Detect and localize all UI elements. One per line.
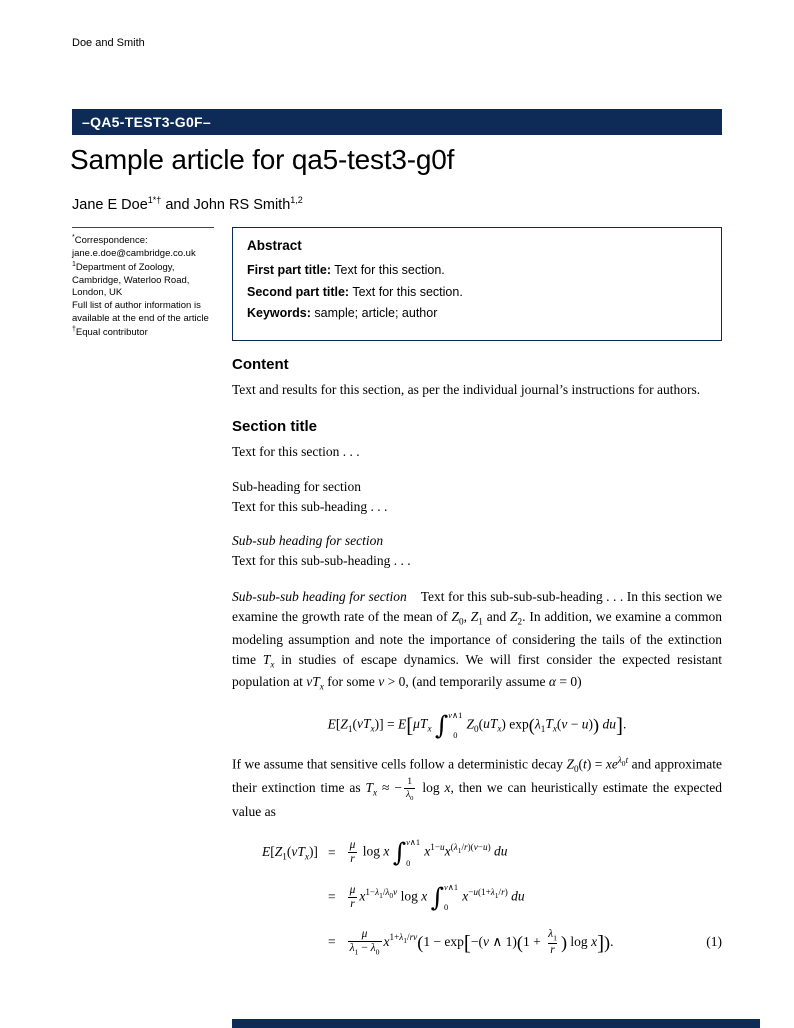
abstract-box [232, 227, 722, 341]
affiliation-line: Cambridge, Waterloo Road, [72, 274, 190, 286]
abstract-item-label: Second part title: [247, 284, 350, 299]
abstract-heading: Abstract [247, 238, 302, 253]
abstract-item-label: Keywords: [247, 306, 311, 320]
paragraph-subsubsub [232, 587, 722, 695]
author-notes [72, 227, 222, 340]
equation-relation: = [327, 889, 336, 905]
running-head: Doe and Smith [72, 37, 145, 49]
affiliation-line: $^1$Department of Zoology, [72, 261, 175, 274]
equation-rhs-line-1: $\frac{\mu}{r}$ log x ∫ v∧1 0 $x^{1-u}x^{(\lambda_1/r)(v-u)}$ du [349, 838, 508, 869]
equation-rhs-line-2: $\frac{\mu}{r}$ $x^{1-\lambda_1/\lambda_0v}$ log x ∫ v∧1 0 $x^{-u(1+\lambda_1/r)}$ du [349, 883, 525, 913]
correspondence-label: *Correspondence: [72, 234, 148, 247]
equation-relation: = [327, 844, 336, 860]
equation-align-block [262, 838, 722, 957]
section-heading-content: Content [232, 356, 289, 373]
equal-contributor-note: †Equal contributor [72, 326, 148, 339]
abstract-item-first-part [247, 263, 707, 277]
section-heading-title: Section title [232, 418, 318, 436]
article-body [232, 356, 722, 957]
abstract-item-keywords [247, 306, 707, 320]
equation-number: (1) [706, 934, 722, 950]
paragraph-subsection: Text for this sub-heading . . . [232, 498, 388, 514]
equation-relation: = [327, 934, 336, 950]
banner-label: –QA5-TEST3-G0F– [82, 114, 211, 130]
equation-display: $E[Z_1(vT_x)] = E[\mu T_x$ ∫ v∧1 0 $Z_0(uT_x) \exp(\lambda_1T_x(v - u))$ du]. [327, 710, 627, 741]
subsubsub-run-in-heading: Sub-sub-sub heading for section [232, 589, 407, 604]
affiliation-line: London, UK [72, 287, 123, 299]
subsubsection-heading: Sub-sub heading for section [232, 532, 384, 548]
paragraph-subsubsection: Text for this sub-sub-heading . . . [232, 552, 411, 568]
paragraph-content: Text and results for this section, as per the individual journal’s instructions for authors. [232, 382, 701, 397]
authors-line: Jane E Doe$^{1*\dagger}$ and John RS Smith$^{1,2}$ [72, 195, 303, 213]
footer-bar [232, 1019, 760, 1028]
article-title: Sample article for qa5-test3-g0f [70, 144, 455, 175]
paragraph-section: Text for this section . . . [232, 444, 360, 460]
author-info-note: Full list of author information is [72, 299, 201, 311]
equation-lhs: $E[Z_1(vT_x)]$ [262, 843, 318, 862]
footnote-rule [72, 227, 214, 228]
journal-banner [72, 109, 722, 135]
equation-rhs-line-3: $\frac{\mu}{\lambda_1 - \lambda_0}$ $x^{1+\lambda_1/rv}(1 - \exp[-(v$ ∧ 1)(1 + $\frac{\lambda_1}{r}$ ) log x]). [349, 927, 614, 957]
correspondence-email: jane.e.doe@cambridge.co.uk [72, 247, 196, 259]
abstract-item-label: First part title: [247, 263, 332, 277]
author-info-note: available at the end of the article [72, 312, 209, 324]
abstract-item-text: Text for this section. [352, 284, 463, 299]
subsection-heading: Sub-heading for section [232, 478, 361, 494]
abstract-item-text: Text for this section. [334, 263, 445, 277]
abstract-item-second-part [247, 285, 707, 299]
abstract-item-text: sample; article; author [314, 306, 438, 320]
paragraph-subsubsub-text: Text for this sub-sub-sub-heading . . . In this section we examine the growth rate of the mean of $Z_0$, $Z_1$ and $Z_2$. In addition, we examine a common modeling assumption and note the importance of considering the tails of the extinction time $T_x$ in studies of escape dynamics. We will first consider the expected resistant population at $vT_x$ for some v > 0, (and temporarily assume α = 0) [232, 589, 722, 693]
paragraph-estimate: If we assume that sensitive cells follow a deterministic decay $Z_0(t) = xe^{\lambda_0t}$ and approximate their extinction time as $T_x$ ≈ − $\frac{1}{\lambda_0}$ log x, then we can heuristically estimate the expected value as [232, 754, 722, 820]
